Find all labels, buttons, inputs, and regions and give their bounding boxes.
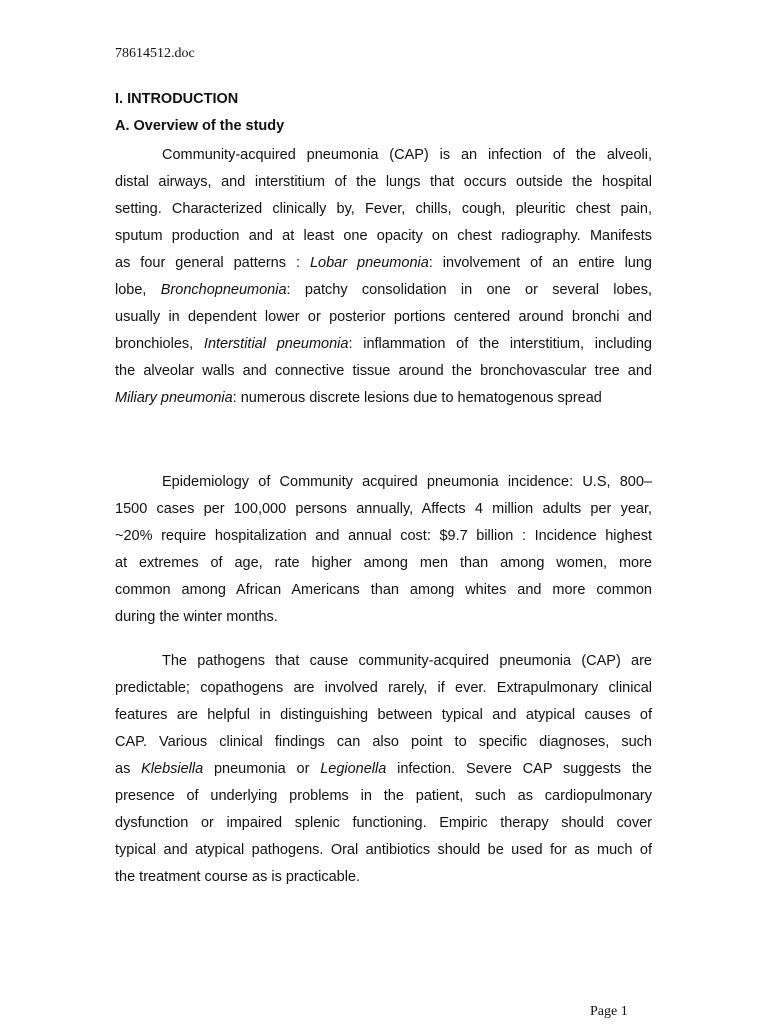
text-line [115, 363, 652, 390]
subsection-heading: A. Overview of the study [115, 118, 285, 134]
text-line [115, 390, 652, 417]
text-line [115, 707, 652, 734]
text-segment: at extremes of age, rate higher among men than among women, more [115, 555, 652, 571]
text-line [115, 147, 652, 174]
text-line [115, 869, 652, 896]
text-line [115, 788, 652, 815]
text-line [115, 734, 652, 761]
text-line [115, 528, 652, 555]
text-line [115, 201, 652, 228]
text-segment: the alveolar walls and connective tissue around the bronchovascular tree and [115, 363, 652, 379]
text-segment: setting. Characterized clinically by, Fever, chills, cough, pleuritic chest pain, [115, 201, 652, 217]
text-segment: infection. Severe CAP suggests the [386, 761, 652, 777]
text-line [115, 255, 652, 282]
text-segment: common among African Americans than among whites and more common [115, 582, 652, 598]
text-segment: Epidemiology of Community acquired pneumonia incidence: U.S, 800– [162, 474, 652, 490]
text-line [115, 680, 652, 707]
document-filename-header: 78614512.doc [115, 46, 195, 61]
text-segment: features are helpful in distinguishing between typical and atypical causes of [115, 707, 652, 723]
text-segment: usually in dependent lower or posterior portions centered around bronchi and [115, 309, 652, 325]
text-line [115, 474, 652, 501]
text-line [115, 555, 652, 582]
text-segment: pneumonia or [203, 761, 321, 777]
italic-term: Miliary pneumonia [115, 390, 233, 406]
text-segment: : involvement of an entire lung [428, 255, 652, 271]
text-segment: the treatment course as is practicable. [115, 869, 361, 885]
text-segment: as four general patterns : [115, 255, 310, 271]
text-segment: presence of underlying problems in the patient, such as cardiopulmonary [115, 788, 652, 804]
text-line [115, 282, 652, 309]
paragraph-pathogens [115, 653, 652, 896]
paragraph-epidemiology [115, 474, 652, 636]
text-segment: : inflammation of the interstitium, including [348, 336, 652, 352]
text-segment: : patchy consolidation in one or several lobes, [286, 282, 652, 298]
text-segment: dysfunction or impaired splenic functioning. Empiric therapy should cover [115, 815, 652, 831]
section-heading: I. INTRODUCTION [115, 91, 239, 107]
text-segment: distal airways, and interstitium of the lungs that occurs outside the hospital [115, 174, 652, 190]
text-segment: The pathogens that cause community-acquired pneumonia (CAP) are [162, 653, 652, 669]
text-segment: sputum production and at least one opacity on chest radiography. Manifests [115, 228, 652, 244]
text-line [115, 174, 652, 201]
text-line [115, 336, 652, 363]
text-segment: lobe, [115, 282, 161, 298]
text-line [115, 309, 652, 336]
text-segment: typical and atypical pathogens. Oral antibiotics should be used for as much of [115, 842, 652, 858]
text-line [115, 582, 652, 609]
text-line [115, 842, 652, 869]
italic-term: Bronchopneumonia [160, 282, 287, 298]
italic-term: Lobar pneumonia [309, 255, 429, 271]
text-segment: bronchioles, [115, 336, 204, 352]
text-line [115, 501, 652, 528]
italic-term: Klebsiella [141, 761, 204, 777]
text-segment: : numerous discrete lesions due to hematogenous spread [232, 390, 602, 406]
text-line [115, 228, 652, 255]
page-number: Page 1 [590, 1004, 628, 1019]
text-segment: ~20% require hospitalization and annual cost: $9.7 billion : Incidence highest [115, 528, 652, 544]
text-line [115, 653, 652, 680]
text-segment: predictable; copathogens are involved rarely, if ever. Extrapulmonary clinical [115, 680, 652, 696]
text-segment: during the winter months. [115, 609, 278, 625]
text-segment: 1500 cases per 100,000 persons annually, Affects 4 million adults per year, [115, 501, 652, 517]
text-segment: Community-acquired pneumonia (CAP) is an infection of the alveoli, [162, 147, 652, 163]
text-segment: CAP. Various clinical findings can also point to specific diagnoses, such [115, 734, 652, 750]
paragraph-overview [115, 147, 652, 417]
text-line [115, 761, 652, 788]
text-segment: as [115, 761, 142, 777]
text-line [115, 609, 652, 636]
text-line [115, 815, 652, 842]
italic-term: Interstitial pneumonia [203, 336, 349, 352]
italic-term: Legionella [320, 761, 387, 777]
